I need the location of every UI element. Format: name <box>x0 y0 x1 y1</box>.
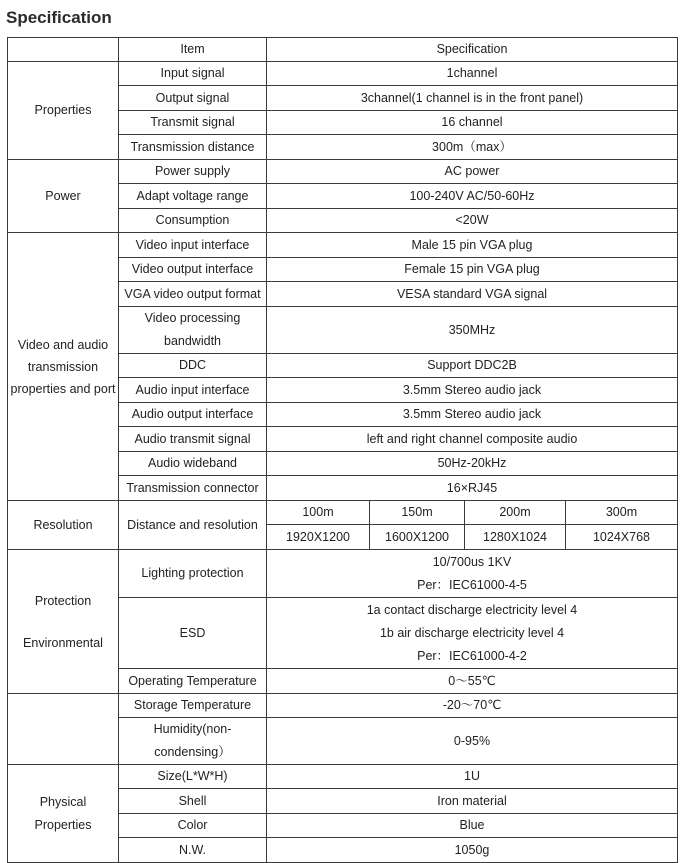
spec-cell: 3channel(1 channel is in the front panel) <box>267 86 678 111</box>
spec-cell: left and right channel composite audio <box>267 427 678 452</box>
item-cell: Consumption <box>119 209 267 233</box>
table-row <box>8 501 678 525</box>
spec-cell <box>267 550 678 598</box>
spec-cell: 50Hz-20kHz <box>267 452 678 476</box>
spec-cell <box>267 598 678 669</box>
item-cell: Video input interface <box>119 233 267 258</box>
group-power: Power <box>8 160 119 233</box>
spec-line: Per：IEC61000-4-5 <box>417 577 527 592</box>
spec-cell: 100-240V AC/50-60Hz <box>267 184 678 209</box>
item-cell: Transmission connector <box>119 476 267 501</box>
header-row <box>8 38 678 62</box>
resolution-cell: 1024X768 <box>566 525 678 550</box>
spec-cell: -20～70℃ <box>267 694 678 718</box>
spec-cell: 1U <box>267 765 678 789</box>
group-properties: Properties <box>8 62 119 160</box>
table-row <box>8 765 678 789</box>
table-row <box>8 160 678 184</box>
table-row <box>8 694 678 718</box>
table-row <box>8 62 678 86</box>
distance-cell: 200m <box>465 501 566 525</box>
item-cell: Humidity(non-condensing） <box>119 718 267 765</box>
group-line: Protection <box>34 593 92 608</box>
page-title: Specification <box>6 8 112 27</box>
item-cell: VGA video output format <box>119 282 267 307</box>
item-cell: Input signal <box>119 62 267 86</box>
spec-cell: <20W <box>267 209 678 233</box>
group-line: properties and port <box>10 381 116 396</box>
header-empty-cell <box>8 38 119 62</box>
spec-cell: 16×RJ45 <box>267 476 678 501</box>
item-cell: Output signal <box>119 86 267 111</box>
spec-cell: Support DDC2B <box>267 354 678 378</box>
distance-cell: 300m <box>566 501 678 525</box>
item-cell: Distance and resolution <box>119 501 267 550</box>
group-video-audio <box>8 233 119 501</box>
spec-cell: Iron material <box>267 789 678 814</box>
item-cell: ESD <box>119 598 267 669</box>
item-line: Video processing <box>144 311 241 325</box>
distance-cell: 100m <box>267 501 370 525</box>
table-row <box>8 550 678 598</box>
item-cell: Lighting protection <box>119 550 267 598</box>
spec-line: 1a contact discharge electricity level 4 <box>366 602 578 617</box>
spec-cell: 0～55℃ <box>267 669 678 694</box>
group-resolution: Resolution <box>8 501 119 550</box>
header-specification: Specification <box>267 38 678 62</box>
spec-cell: 1050g <box>267 838 678 863</box>
table-row <box>8 233 678 258</box>
item-cell: Shell <box>119 789 267 814</box>
spec-cell: 3.5mm Stereo audio jack <box>267 378 678 403</box>
group-physical-properties: Physical Properties <box>8 765 119 863</box>
group-line: Environmental <box>23 635 103 650</box>
group-line: transmission <box>27 359 99 374</box>
spec-cell: VESA standard VGA signal <box>267 282 678 307</box>
spec-line: 1b air discharge electricity level 4 <box>379 625 565 640</box>
spec-cell: 300m（max） <box>267 135 678 160</box>
group-protection-environmental <box>8 550 119 694</box>
group-line: Video and audio <box>17 337 109 352</box>
item-line: bandwidth <box>164 334 221 348</box>
spec-cell: 1channel <box>267 62 678 86</box>
item-cell: N.W. <box>119 838 267 863</box>
group-empty-cell <box>8 694 119 765</box>
item-cell: Audio transmit signal <box>119 427 267 452</box>
item-cell: Color <box>119 814 267 838</box>
item-cell: Video output interface <box>119 258 267 282</box>
item-cell: Audio output interface <box>119 403 267 427</box>
spec-cell: Male 15 pin VGA plug <box>267 233 678 258</box>
item-cell: Adapt voltage range <box>119 184 267 209</box>
spec-line: 10/700us 1KV <box>432 554 512 569</box>
item-cell: Transmission distance <box>119 135 267 160</box>
spec-cell: 16 channel <box>267 111 678 135</box>
distance-cell: 150m <box>370 501 465 525</box>
header-item: Item <box>119 38 267 62</box>
item-cell: DDC <box>119 354 267 378</box>
item-cell: Power supply <box>119 160 267 184</box>
spec-cell: 3.5mm Stereo audio jack <box>267 403 678 427</box>
item-cell: Audio wideband <box>119 452 267 476</box>
resolution-cell: 1280X1024 <box>465 525 566 550</box>
spec-cell: 350MHz <box>267 307 678 354</box>
spec-cell: AC power <box>267 160 678 184</box>
spec-line: Per：IEC61000-4-2 <box>417 648 527 663</box>
item-cell: Audio input interface <box>119 378 267 403</box>
spec-cell: Female 15 pin VGA plug <box>267 258 678 282</box>
item-cell: Storage Temperature <box>119 694 267 718</box>
spec-cell: Blue <box>267 814 678 838</box>
item-cell: Size(L*W*H) <box>119 765 267 789</box>
item-cell <box>119 307 267 354</box>
item-cell: Transmit signal <box>119 111 267 135</box>
resolution-cell: 1920X1200 <box>267 525 370 550</box>
item-cell: Operating Temperature <box>119 669 267 694</box>
specification-table <box>7 37 678 863</box>
spec-cell: 0-95% <box>267 718 678 765</box>
resolution-cell: 1600X1200 <box>370 525 465 550</box>
